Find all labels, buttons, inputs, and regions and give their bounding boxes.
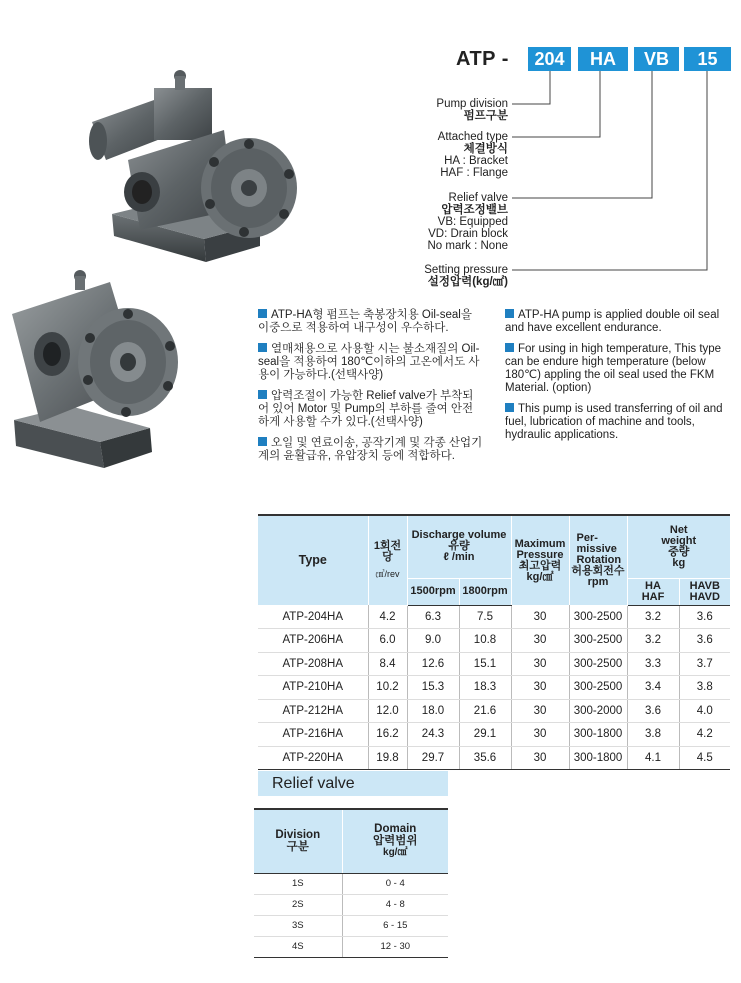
cell-per-rev: 6.0 <box>368 629 407 653</box>
cell-range: 6 - 15 <box>342 915 448 936</box>
cell-rotation: 300-1800 <box>569 746 627 770</box>
table-row <box>258 652 730 676</box>
description-paragraph: For using in high temperature, This type can be endure high temperature (below 180℃) appling the oil seal used the FKM Material. (option) <box>505 343 722 394</box>
cell-range: 0 - 4 <box>342 873 448 894</box>
col-header-max-pressure: Maximum Pressure 최고압력 kg/㎠ <box>511 515 569 605</box>
cell-w-ha: 3.4 <box>627 676 679 700</box>
col-header-weight-ha: HA HAF <box>627 578 679 605</box>
cell-max-p: 30 <box>511 723 569 747</box>
cell-type: ATP-212HA <box>258 699 368 723</box>
cell-d1800: 15.1 <box>459 652 511 676</box>
pump-without-relief-valve-image <box>0 262 186 472</box>
bullet-square-icon <box>258 437 267 446</box>
col-header-rotation: Per- missive Rotation 허용회전수 rpm <box>569 515 627 605</box>
cell-w-ha: 3.6 <box>627 699 679 723</box>
description-paragraph: ATP-HA형 펌프는 축봉장치용 Oil-seal을 이중으로 적용하여 내구성이 우수하다. <box>258 309 472 334</box>
table-row <box>258 629 730 653</box>
cell-rotation: 300-2000 <box>569 699 627 723</box>
code-box-relief-valve: VB <box>634 47 679 71</box>
cell-type: ATP-206HA <box>258 629 368 653</box>
code-label-setting-pressure: Setting pressure 설정압력(kg/㎠) <box>424 264 508 288</box>
description-korean <box>258 309 484 471</box>
col-header-division: Division 구분 <box>254 809 342 873</box>
cell-w-ha: 3.2 <box>627 629 679 653</box>
cell-division: 1S <box>254 873 342 894</box>
cell-division: 4S <box>254 936 342 957</box>
col-header-net-weight: Net weight 중량 kg <box>627 515 730 578</box>
cell-max-p: 30 <box>511 676 569 700</box>
code-label-attached-type: Attached type 체결방식 HA : Bracket HAF : Flange <box>437 131 508 179</box>
col-header-1500rpm: 1500rpm <box>407 578 459 605</box>
description-paragraph: 압력조절이 가능한 Relief valve가 부착되어 있어 Motor 및 Pump의 부하를 줄여 안전하게 사용할 수가 있다.(선택사양) <box>258 390 474 428</box>
code-label-relief-valve: Relief valve 압력조정밸브 VB: Equipped VD: Drain block No mark : None <box>427 192 508 252</box>
table-row <box>254 873 448 894</box>
table-row <box>254 915 448 936</box>
code-box-division: 204 <box>528 47 571 71</box>
bullet-square-icon <box>505 403 514 412</box>
cell-type: ATP-216HA <box>258 723 368 747</box>
model-code-prefix: ATP - <box>456 48 509 70</box>
code-box-setting-pressure: 15 <box>684 47 731 71</box>
cell-rotation: 300-2500 <box>569 629 627 653</box>
col-header-domain: Domain 압력범위 kg/㎠ <box>342 809 448 873</box>
code-label-division: Pump division 펌프구분 <box>436 98 508 122</box>
col-header-1800rpm: 1800rpm <box>459 578 511 605</box>
cell-d1500: 12.6 <box>407 652 459 676</box>
cell-d1500: 29.7 <box>407 746 459 770</box>
cell-d1500: 18.0 <box>407 699 459 723</box>
bullet-square-icon <box>505 343 514 352</box>
cell-w-ha: 4.1 <box>627 746 679 770</box>
cell-max-p: 30 <box>511 699 569 723</box>
cell-w-ha: 3.8 <box>627 723 679 747</box>
relief-valve-table <box>254 808 448 958</box>
cell-w-ha: 3.3 <box>627 652 679 676</box>
cell-division: 2S <box>254 894 342 915</box>
description-paragraph: This pump is used transferring of oil and fuel, lubrication of machine and tools, hydraulic applications. <box>505 403 723 441</box>
cell-per-rev: 8.4 <box>368 652 407 676</box>
table-row <box>258 723 730 747</box>
cell-d1800: 10.8 <box>459 629 511 653</box>
cell-w-havb: 4.2 <box>679 723 730 747</box>
relief-valve-title: Relief valve <box>258 771 448 796</box>
cell-w-ha: 3.2 <box>627 605 679 629</box>
cell-type: ATP-204HA <box>258 605 368 629</box>
cell-max-p: 30 <box>511 629 569 653</box>
cell-per-rev: 12.0 <box>368 699 407 723</box>
code-box-attached-type: HA <box>578 47 628 71</box>
cell-d1800: 35.6 <box>459 746 511 770</box>
description-english <box>505 309 731 450</box>
cell-type: ATP-220HA <box>258 746 368 770</box>
description-paragraph: ATP-HA pump is applied double oil seal and have excellent endurance. <box>505 309 720 334</box>
cell-type: ATP-210HA <box>258 676 368 700</box>
cell-d1800: 21.6 <box>459 699 511 723</box>
cell-w-havb: 3.6 <box>679 605 730 629</box>
description-paragraph: 오일 및 연료이송, 공작기계 및 각종 산업기계의 윤활급유, 유압장치 등에 적합하다. <box>258 437 483 462</box>
table-row <box>254 936 448 957</box>
table-row <box>254 894 448 915</box>
cell-rotation: 300-1800 <box>569 723 627 747</box>
cell-per-rev: 4.2 <box>368 605 407 629</box>
col-header-per-rev: 1회전당 ㎤/rev <box>368 515 407 605</box>
cell-range: 4 - 8 <box>342 894 448 915</box>
table-row <box>258 605 730 629</box>
cell-per-rev: 19.8 <box>368 746 407 770</box>
table-row <box>258 676 730 700</box>
cell-rotation: 300-2500 <box>569 652 627 676</box>
cell-max-p: 30 <box>511 652 569 676</box>
cell-w-havb: 4.0 <box>679 699 730 723</box>
bullet-square-icon <box>505 309 514 318</box>
relief-valve-table-body <box>254 873 448 957</box>
pump-with-relief-valve-image <box>84 64 306 264</box>
spec-table-body <box>258 605 730 770</box>
cell-rotation: 300-2500 <box>569 605 627 629</box>
cell-w-havb: 3.7 <box>679 652 730 676</box>
cell-rotation: 300-2500 <box>569 676 627 700</box>
cell-w-havb: 3.6 <box>679 629 730 653</box>
cell-d1800: 29.1 <box>459 723 511 747</box>
cell-d1500: 15.3 <box>407 676 459 700</box>
cell-d1800: 7.5 <box>459 605 511 629</box>
spec-table <box>258 514 730 770</box>
cell-division: 3S <box>254 915 342 936</box>
col-header-discharge: Discharge volume 유량 ℓ /min <box>407 515 511 578</box>
cell-max-p: 30 <box>511 605 569 629</box>
cell-w-havb: 3.8 <box>679 676 730 700</box>
cell-d1500: 24.3 <box>407 723 459 747</box>
cell-d1500: 6.3 <box>407 605 459 629</box>
cell-per-rev: 10.2 <box>368 676 407 700</box>
cell-range: 12 - 30 <box>342 936 448 957</box>
cell-d1500: 9.0 <box>407 629 459 653</box>
bullet-square-icon <box>258 343 267 352</box>
cell-max-p: 30 <box>511 746 569 770</box>
cell-per-rev: 16.2 <box>368 723 407 747</box>
description-paragraph: 열매채용으로 사용할 시는 불소재질의 Oil-seal을 적용하여 180℃이하의 고온에서도 사용이 가능하다.(선택사양) <box>258 343 480 381</box>
col-header-type: Type <box>258 515 368 605</box>
bullet-square-icon <box>258 309 267 318</box>
table-row <box>258 746 730 770</box>
cell-w-havb: 4.5 <box>679 746 730 770</box>
cell-d1800: 18.3 <box>459 676 511 700</box>
col-header-weight-havb: HAVB HAVD <box>679 578 730 605</box>
table-row <box>258 699 730 723</box>
cell-type: ATP-208HA <box>258 652 368 676</box>
bullet-square-icon <box>258 390 267 399</box>
